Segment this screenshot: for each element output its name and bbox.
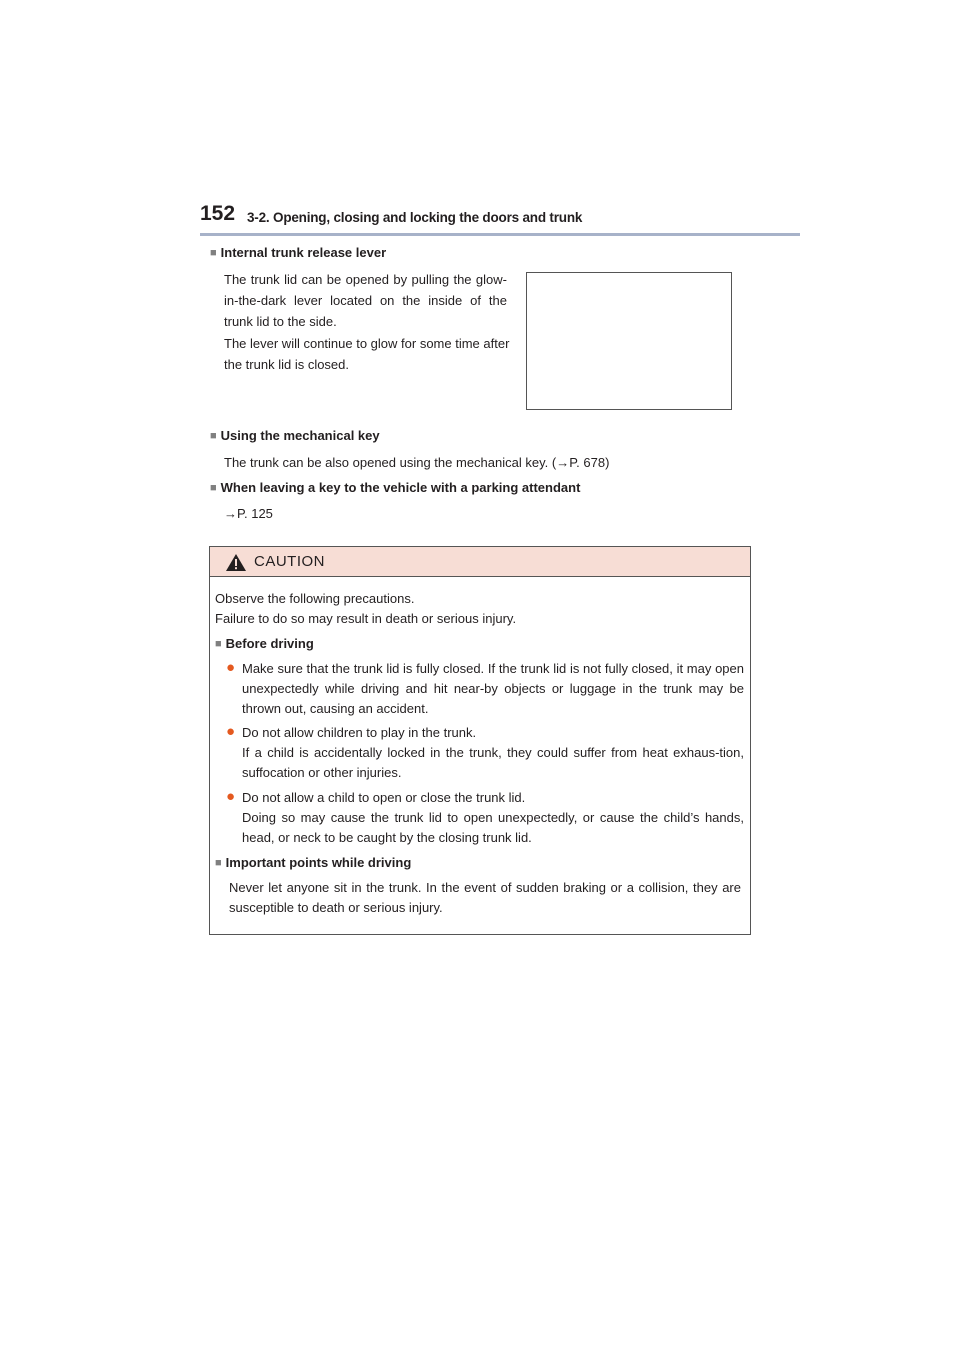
- internal-release-para-1: The trunk lid can be opened by pulling the glow-in-the-dark lever located on the inside of the trunk lid to the side.: [224, 272, 507, 329]
- header-divider: [200, 233, 800, 236]
- orange-bullet-icon: ●: [226, 659, 236, 676]
- orange-bullet-icon: ●: [226, 723, 236, 740]
- square-bullet-icon: ■: [215, 638, 222, 650]
- internal-release-heading: ■ Internal trunk release lever: [210, 245, 387, 260]
- caution-box: [209, 546, 751, 935]
- square-bullet-icon: ■: [210, 430, 217, 442]
- section-title: 3-2. Opening, closing and locking the doors and trunk: [247, 210, 583, 225]
- parking-attendant-ref[interactable]: →P. 125: [224, 506, 273, 521]
- mechanical-key-text: The trunk can be also opened using the mechanical key. (→P. 678): [224, 455, 610, 470]
- important-points-heading: ■ Important points while driving: [215, 855, 412, 870]
- important-points-text: Never let anyone sit in the trunk. In the event of sudden braking or a collision, they are susceptible to death or serious injury.: [229, 880, 741, 915]
- caution-intro-1: Observe the following precautions.: [215, 591, 415, 606]
- caution-bullet-1: Make sure that the trunk lid is fully closed. If the trunk lid is not fully closed, it may open unexpectedly while driving and hit near-by objects or luggage in the trunk may be thrown out, causing an accident.: [242, 661, 744, 716]
- parking-attendant-heading: ■ When leaving a key to the vehicle with a parking attendant: [210, 480, 581, 495]
- caution-bullet-2: Do not allow children to play in the trunk.: [242, 725, 477, 740]
- square-bullet-icon: ■: [210, 482, 217, 494]
- internal-release-para-2: The lever will continue to glow for some time after the trunk lid is closed.: [224, 336, 510, 372]
- caution-bullet-3-detail: Doing so may cause the trunk lid to open unexpectedly, or cause the child’s hands, head, or neck to be caught by the closing trunk lid.: [242, 810, 744, 845]
- page-number: 152: [200, 202, 236, 225]
- mechanical-key-heading: ■ Using the mechanical key: [210, 428, 380, 443]
- caution-title: CAUTION: [254, 553, 325, 570]
- caution-bullet-2-detail: If a child is accidentally locked in the trunk, they could suffer from heat exhaus-tion, suffocation or other injuries.: [242, 745, 744, 780]
- square-bullet-icon: ■: [210, 247, 217, 259]
- caution-bullet-3: Do not allow a child to open or close the trunk lid.: [242, 790, 526, 805]
- orange-bullet-icon: ●: [226, 788, 236, 805]
- before-driving-heading: ■ Before driving: [215, 636, 314, 651]
- page-reference-link[interactable]: →P. 678: [556, 455, 606, 470]
- page-header: [200, 202, 800, 236]
- caution-intro-2: Failure to do so may result in death or serious injury.: [215, 611, 517, 626]
- trunk-lever-illustration: [526, 272, 732, 410]
- square-bullet-icon: ■: [215, 857, 222, 869]
- caution-header: [210, 547, 750, 577]
- warning-triangle-icon: [226, 554, 246, 571]
